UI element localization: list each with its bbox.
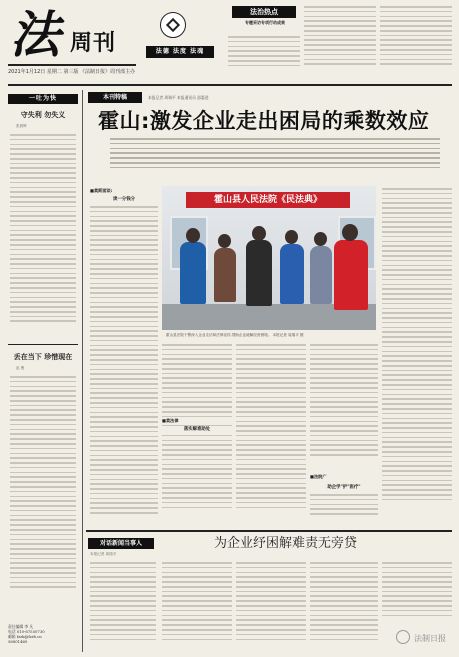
photo-person-5-head xyxy=(314,232,327,246)
bottom-column4 xyxy=(310,562,378,648)
photo-person-1-head xyxy=(186,228,200,243)
bottom-column5 xyxy=(382,562,452,624)
bottom-column3 xyxy=(236,562,306,648)
bottom-column1 xyxy=(90,562,156,648)
photo-person-2 xyxy=(214,248,236,302)
feature-byline: 本报记者 周瑞平 本报通讯员 邵惠进 xyxy=(148,95,209,100)
feature-section3-title: 助企学"护"医疗" xyxy=(327,485,361,490)
photo-caption xyxy=(166,333,376,338)
feature-section2-title: 落实解难助处 xyxy=(162,426,232,432)
photo-person-1 xyxy=(180,242,206,304)
footer-email-label: 邮箱 xyxy=(8,634,16,639)
feature-column3-body xyxy=(236,344,306,522)
feature-column4-body xyxy=(310,344,378,468)
feature-section2-label: ■莫法律 xyxy=(162,418,232,424)
hot-news-label: 法治热点 xyxy=(232,6,296,18)
hot-news-text-3 xyxy=(380,6,452,72)
bottom-column2 xyxy=(162,562,232,648)
bottom-tag: 对话新闻当事人 xyxy=(88,538,154,549)
feature-tag: 本刊特稿 xyxy=(88,92,142,103)
feature-right-column-body xyxy=(382,188,452,522)
feature-column1-body xyxy=(90,206,158,522)
feature-headline: 霍山:激发企业走出困局的乘数效应 xyxy=(98,109,430,133)
feature-section1-label: ■莫斯面谈: xyxy=(90,188,113,193)
photo-person-3 xyxy=(246,240,272,306)
photo-credit: 本报记者 周瑞平 摄 xyxy=(272,333,304,337)
watermark-text: 法制日报 xyxy=(414,634,446,643)
hot-news-title: 专题采访专项行动成果 xyxy=(245,20,285,25)
masthead-date: 2021年1月12日 星期二 第三版 《法制日报》周刊部主办 xyxy=(8,69,136,75)
bottom-headline: 为企业纾困解难责无旁贷 xyxy=(214,536,358,551)
footer-phone-label: 电话 xyxy=(8,629,16,634)
left-article1-body xyxy=(10,134,76,340)
watermark-icon xyxy=(396,630,410,644)
left-article1-title: 守失利 勿失义 xyxy=(20,111,66,119)
left-article1-byline: 张晨晖 xyxy=(16,124,27,128)
hot-news-text-2 xyxy=(304,6,376,72)
bottom-byline: 本报记者 周瑞平 xyxy=(90,552,117,556)
left-column-label: 一吐为快 xyxy=(8,94,78,104)
footer-email: fzzk@fzrb.cn xyxy=(16,634,42,639)
photo-person-2-head xyxy=(218,234,231,248)
brand-word: 周刊 xyxy=(70,31,117,56)
left-article2-title: 丢在当下 珍惜现在 xyxy=(13,353,73,361)
masthead-rule xyxy=(8,64,136,66)
watermark xyxy=(396,628,452,648)
photo-person-6 xyxy=(334,240,368,310)
header-rule xyxy=(8,84,452,86)
bottom-section-rule xyxy=(86,530,452,532)
footer-info xyxy=(8,624,82,644)
photo-banner: 霍山县人民法院《民法典》 xyxy=(186,192,350,208)
left-column-vrule xyxy=(82,90,83,652)
footer-fax: 56801460 xyxy=(8,639,28,644)
masthead-slogan: 法德 法度 法魂 xyxy=(146,46,214,58)
photo-person-6-head xyxy=(342,224,358,241)
photo-person-5 xyxy=(310,246,332,304)
photo-caption-text: 霍山县法院干警深入企业走访和法律宣传,帮助企业破解经营困境。 xyxy=(166,333,272,337)
feature-column4-tail xyxy=(310,494,378,522)
feature-section1-title: 读一分钱分 xyxy=(113,197,135,202)
hot-news-text-1 xyxy=(228,36,300,72)
footer-editor: 李 凡 xyxy=(24,624,34,629)
feature-column2-body xyxy=(162,344,232,522)
footer-editor-label: 责任编辑 xyxy=(8,624,24,629)
footer-phone: 010-67550730 xyxy=(16,629,45,634)
left-article2-body xyxy=(10,376,76,610)
brand-character: 法 xyxy=(10,5,60,64)
photo-person-4 xyxy=(280,244,304,304)
feature-photo xyxy=(162,186,376,330)
feature-lead xyxy=(110,138,440,171)
left-column-divider xyxy=(8,344,78,345)
photo-person-4-head xyxy=(285,230,298,244)
feature-section3-label: ■法院广 xyxy=(310,474,327,479)
emblem-icon xyxy=(160,12,186,38)
left-article2-byline: 赵 俊 xyxy=(16,366,25,370)
masthead-brand xyxy=(8,5,136,64)
photo-person-3-head xyxy=(252,226,266,241)
